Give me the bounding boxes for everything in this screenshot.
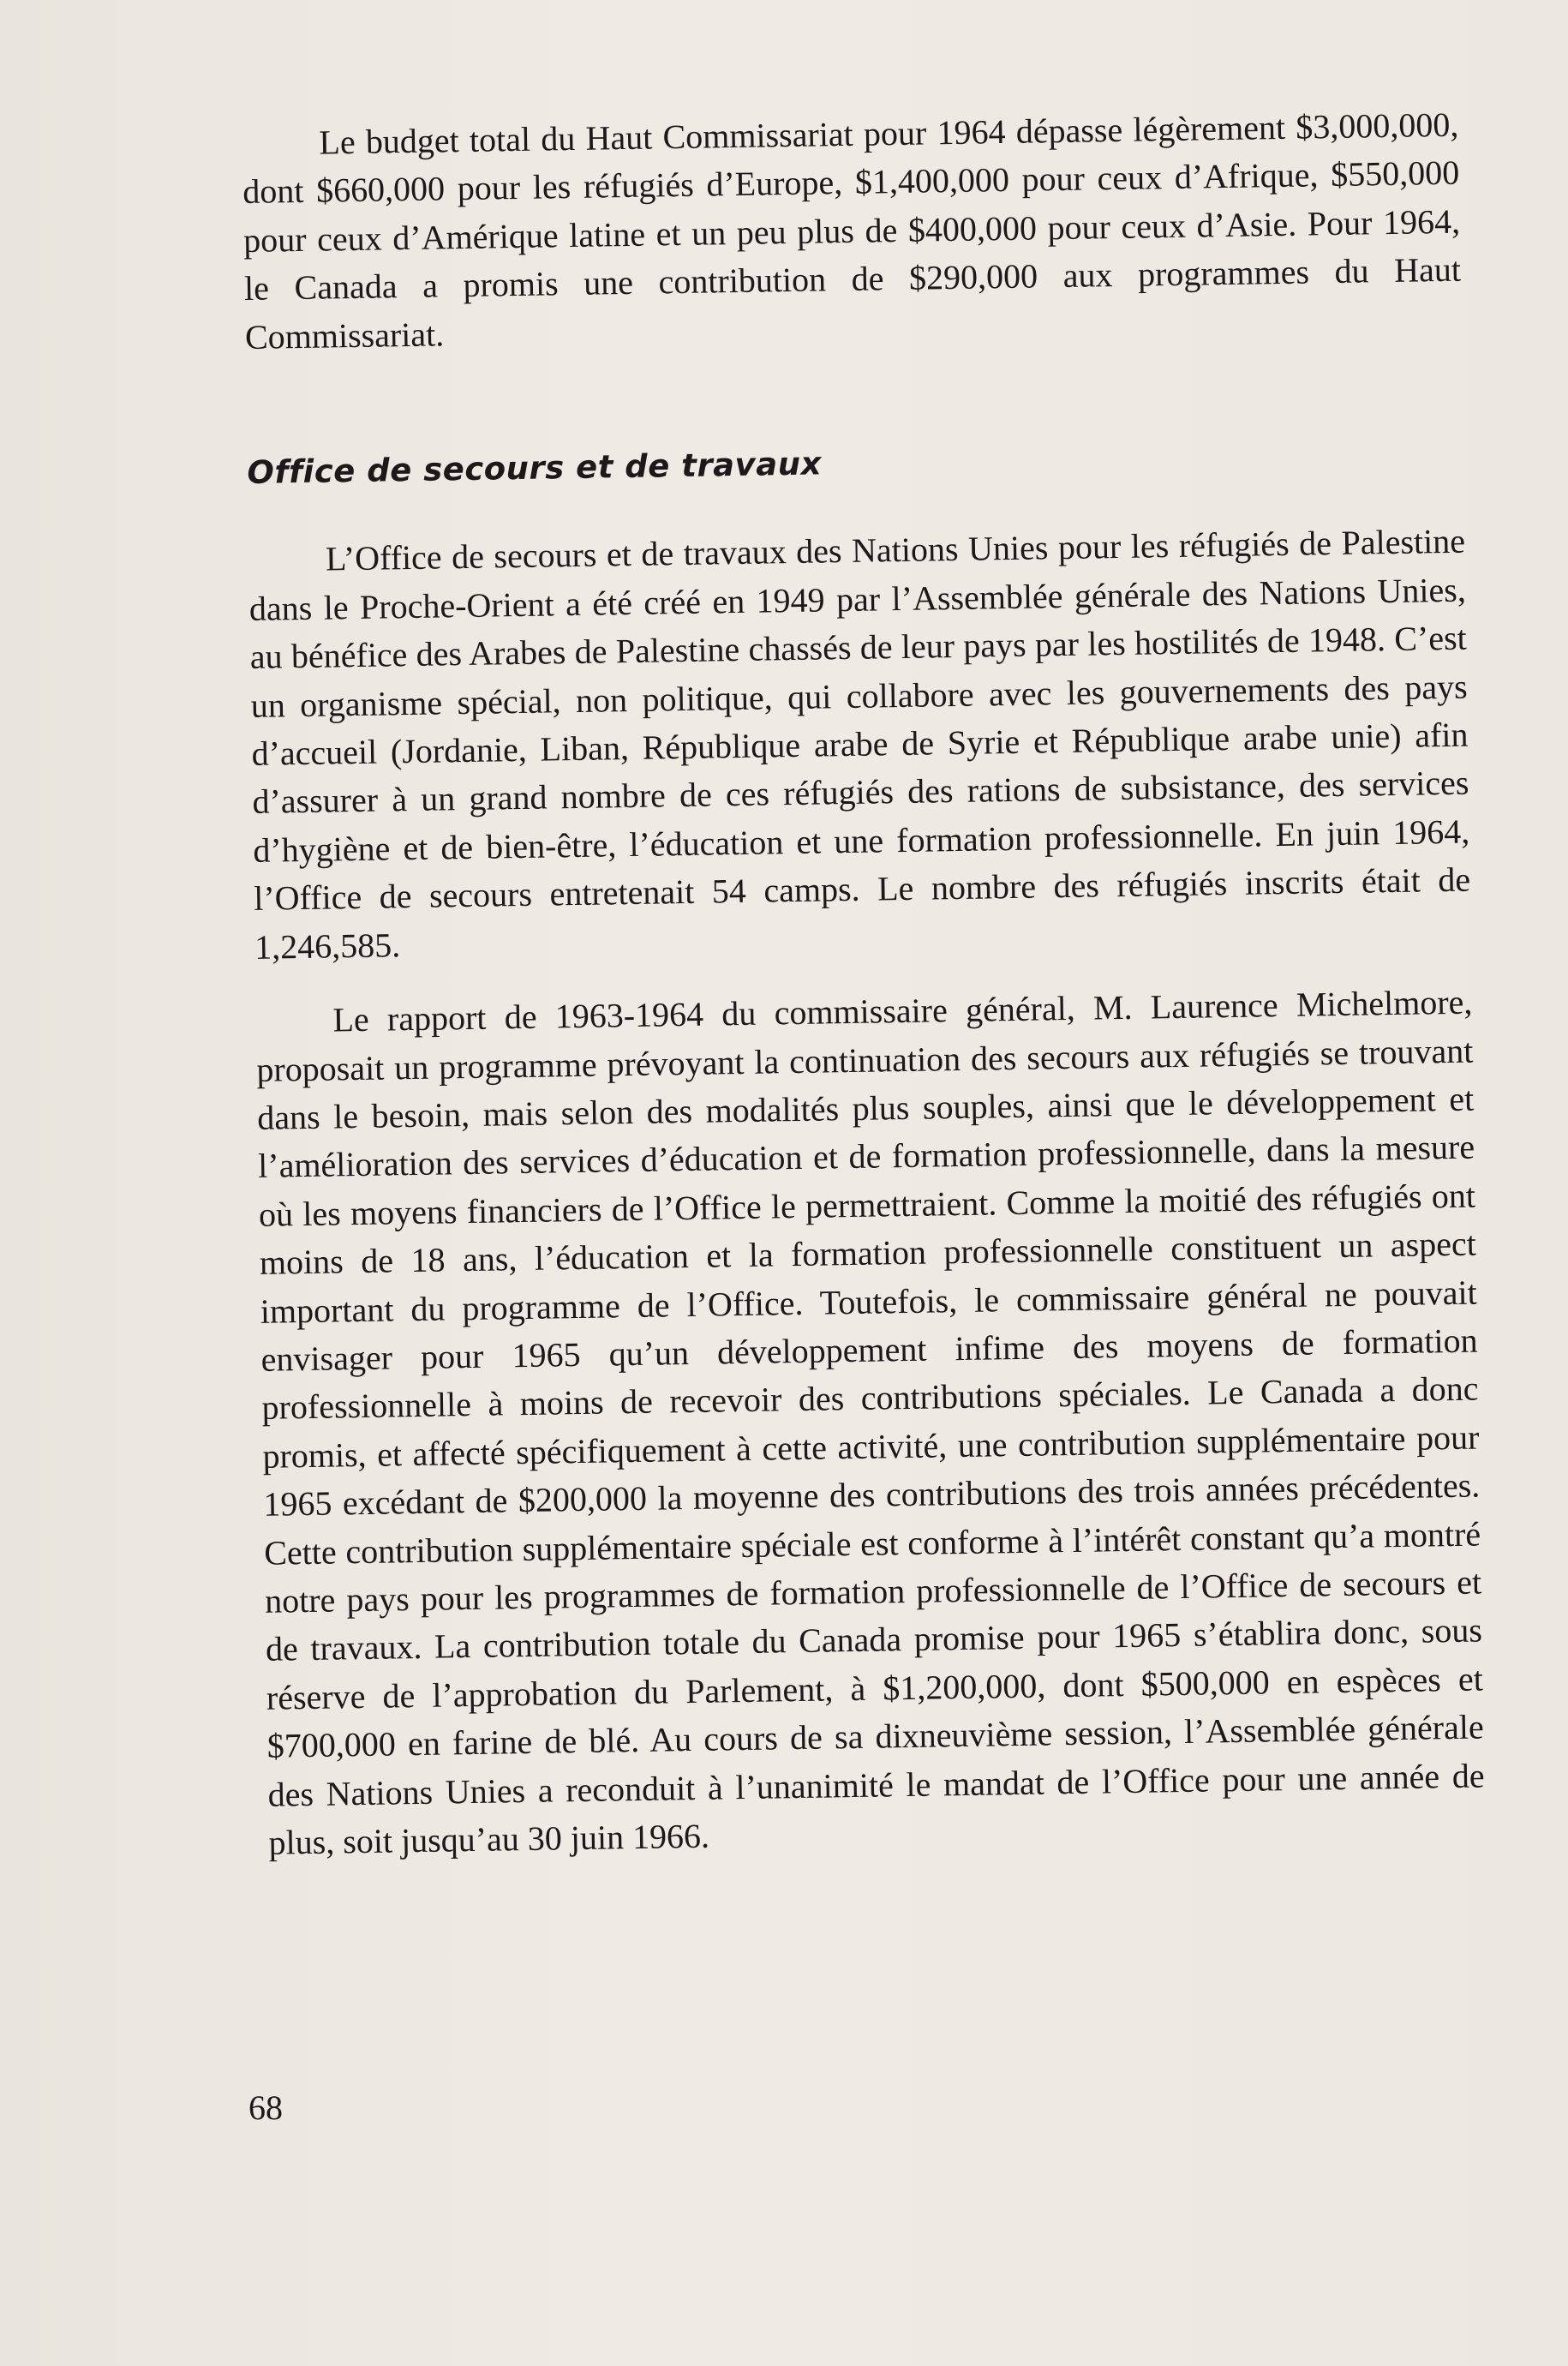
paragraph-office-description: L’Office de secours et de travaux des Nations Unies pour les réfugiés de Palestine dans le Proche-Orient a été créé en 1949 par l’Assemblée générale des Nations Unies, au bénéfice des Arabes de Palestine chassés de leur pays par les hostilités de 1948. C’est un organisme spécial, non politique, qui collabore avec les gouvernements des pays d’accueil (Jordanie, Liban, République arabe de Syrie et République arabe unie) afin d’assurer à un grand nombre de ces réfugiés des rations de subsistance, des services d’hygiène et de bien-être, l’éducation et une formation professionnelle. En juin 1964, l’Office de secours entretenait 54 camps. Le nombre des réfugiés inscrits était de 1,246,585. xyxy=(248,522,1471,967)
paragraph-report: Le rapport de 1963-1964 du commissaire général, M. Laurence Michelmore, proposait un programme prévoyant la continuation des secours aux réfugiés se trouvant dans le besoin, mais selon des modalités plus souples, ainsi que le développement et l’amélioration des services d’éducation et de formation professionnelle, dans la mesure où les moyens financiers de l’Office le permettraient. Comme la moitié des réfugiés ont moins de 18 ans, l’éducation et la formation professionnelle constituent un aspect important du programme de l’Office. Toutefois, le commissaire général ne pouvait envisager pour 1965 qu’un développement infime des moyens de formation professionnelle à moins de recevoir des contributions spéciales. Le Canada a donc promis, et affecté spécifiquement à cette activité, une contribution supplémentaire pour 1965 excédant de $200,000 la moyenne des contributions des trois années précédentes. Cette contribution supplémentaire spéciale est conforme à l’intérêt constant qu’a montré notre pays pour les programmes de formation professionnelle de l’Office de secours et de travaux. La contribution totale du Canada promise pour 1965 s’établira donc, sous réserve de l’approbation du Parlement, à $1,200,000, dont $500,000 en espèces et $700,000 en farine de blé. Au cours de sa dixneuvième session, l’Assemblée générale des Nations Unies a reconduit à l’unanimité le mandat de l’Office pour une année de plus, soit jusqu’au 30 juin 1966. xyxy=(256,982,1485,1862)
body-text xyxy=(242,101,1486,1867)
section-heading: Office de secours et de travaux xyxy=(247,445,823,491)
page-number: 68 xyxy=(248,2088,283,2127)
paragraph-budget: Le budget total du Haut Commissariat pour 1964 dépasse légèrement $3,000,000, dont $660,000 pour les réfugiés d’Europe, $1,400,000 pour ceux d’Afrique, $550,000 pour ceux d’Amérique latine et un peu plus de $400,000 pour ceux d’Asie. Pour 1964, le Canada a promis une contribution de $290,000 aux programmes du Haut Commissariat. xyxy=(242,105,1462,356)
